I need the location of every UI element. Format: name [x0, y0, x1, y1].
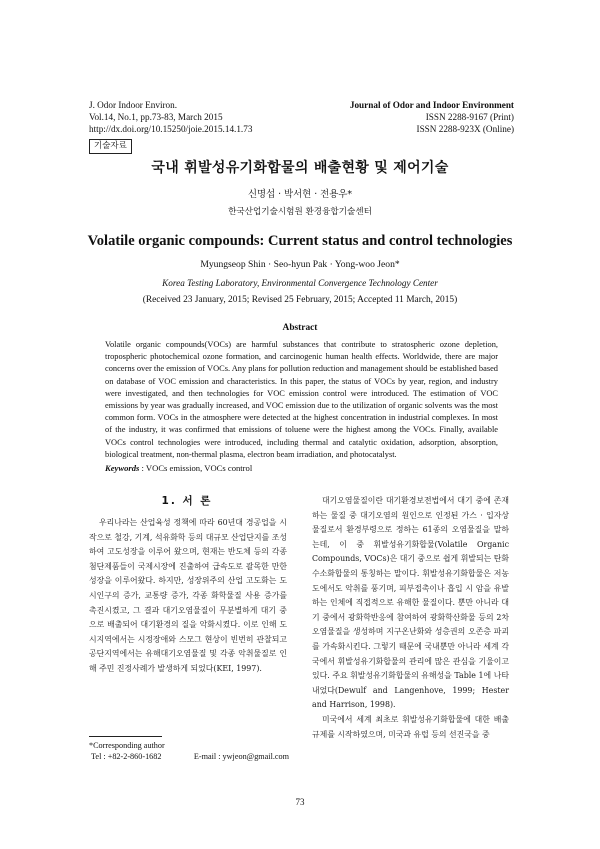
page-number: 73: [295, 797, 305, 807]
doi-link[interactable]: http://dx.doi.org/10.15250/joie.2015.14.1.73: [89, 124, 253, 134]
intro-paragraph-1: 우리나라는 산업육성 정책에 따라 60년대 경공업을 시작으로 철강, 기계, 석유화학 등의 대규모 산업단지를 조성하여 고도성장을 이루어 왔으며, 현재는 반도체 등의 각종 첨단제품들이 국제시장에 진출하여 급속도로 괄목한 만한 성장을 이루어왔다. 하지만, 성장위주의 산업 고도화는 도시인구의 증가, 교통량 증가, 각종 화학물질 사용 증가를 촉진시켰고, 그 결과 대기오염물질이 무분별하게 대기 중으로 배출되어 대기환경의 질을 악화시켰다. 이로 인해 도시지역에서는 시정장애와 스모그 현상이 빈번히 관찰되고 공단지역에서는 유해대기오염물질 및 각종 악취물질로 인해 주민 진정사례가 발생하게 되었다(KEI, 1997).: [89, 518, 287, 673]
corresponding-author-label: *Corresponding author: [89, 741, 165, 750]
right-column: [312, 494, 509, 742]
korean-title: 국내 휘발성유기화합물의 배출현황 및 제어기술: [151, 160, 449, 176]
issn-online: ISSN 2288-923X (Online): [416, 124, 514, 134]
email-address[interactable]: E-mail : ywjeon@gmail.com: [193, 752, 289, 761]
journal-issn-block: [350, 99, 514, 135]
english-title: Volatile organic compounds: Current status and control technologies: [87, 233, 513, 249]
english-affiliation: Korea Testing Laboratory, Environmental Convergence Technology Center: [162, 278, 438, 288]
telephone: Tel : +82-2-860-1682: [91, 752, 162, 761]
volume-info: Vol.14, No.1, pp.73-83, March 2015: [89, 112, 223, 122]
abstract-heading: Abstract: [282, 323, 318, 333]
issn-print: ISSN 2288-9167 (Print): [425, 112, 514, 122]
keywords-values: : VOCs emission, VOCs control: [139, 463, 253, 473]
submission-dates: (Received 23 January, 2015; Revised 25 February, 2015; Accepted 11 March, 2015): [142, 295, 458, 305]
journal-name: Journal of Odor and Indoor Environment: [349, 100, 514, 110]
korean-authors: 신명섭 · 박서현 · 전용우*: [247, 189, 353, 200]
keywords-label: Keywords: [105, 463, 140, 473]
section-heading-introduction: 1. 서 론: [161, 495, 213, 507]
left-column: [89, 516, 287, 677]
journal-abbrev: J. Odor Indoor Environ.: [89, 100, 178, 110]
keywords-line: [105, 463, 498, 473]
intro-paragraph-2: 대기오염물질이란 대기환경보전법에서 대기 중에 존재하는 물질 중 대기오염의 원인으로 인정된 가스 · 입자상 물질로서 환경부령으로 정하는 61종의 오염물질을 말하는데, 이 중 휘발성유기화합물(Volatile Organic Compounds, VOCs)은 대기 중으로 쉽게 휘발되는 탄화수소화합물의 통칭하는 말이다. 휘발성유기화합물은 저농도에서도 악취를 풍기며, 피부접촉이나 흡입 시 암을 유발하는 인체에 직접적으로 유해한 물질이다. 뿐만 아니라 대기 중에서 광화학반응에 참여하여 광화학산화물 등의 2차 오염물질을 생성하며 지구온난화와 성층권의 오존층 파괴를 가속화시킨다. 그렇기 때문에 국내뿐만 아니라 세계 각국에서 휘발성유기화합물의 관리에 많은 관심을 기울이고 있다. 주요 휘발성유기화합물의 유해성을 Table 1에 나타내었다(Dewulf and Langenhove, 1999; Hester and Harrison, 1998).: [312, 496, 509, 710]
intro-paragraph-3: 미국에서 세계 최초로 휘발성유기화합물에 대한 배출규제를 시작하였으며, 미국과 유럽 등의 선진국을 중: [312, 714, 509, 739]
english-authors: Myungseop Shin · Seo-hyun Pak · Yong-woo Jeon*: [200, 259, 400, 270]
abstract-body: Volatile organic compounds(VOCs) are harmful substances that contribute to stratospheric ozone depletion, tropospheric photochemical ozone formation, and carcinogenic human health effects. Worldwide, there are major concerns over the emission of VOCs. Any plans for pollution reduction and management should be established based on database of VOC emission and characteristics. In this paper, the status of VOCs by year, region, and industry were investigated, and then technologies for VOC emission control were introduced. The estimation of VOC emissions by year was gradually increased, and VOC emission due to the utilization of organic solvents was the most common form. VOCs in the atmosphere were detected at the highest concentration in industrial complexes. In most of the industry, it was confirmed that emissions of toluene were the highest among the VOCs. Finally, available VOCs control technologies were introduced, including thermal and catalytic oxidation, adsorption, absorption, biological treatment, non-thermal plasma, electron beam irradiation, and photocatalyst.: [105, 340, 499, 459]
footnote-divider: [89, 736, 162, 737]
footnote: [89, 740, 289, 762]
article-type-tag: 기술자료: [89, 139, 132, 154]
korean-affiliation: 한국산업기술시험원 환경융합기술센터: [228, 207, 372, 217]
journal-citation: [89, 99, 252, 135]
